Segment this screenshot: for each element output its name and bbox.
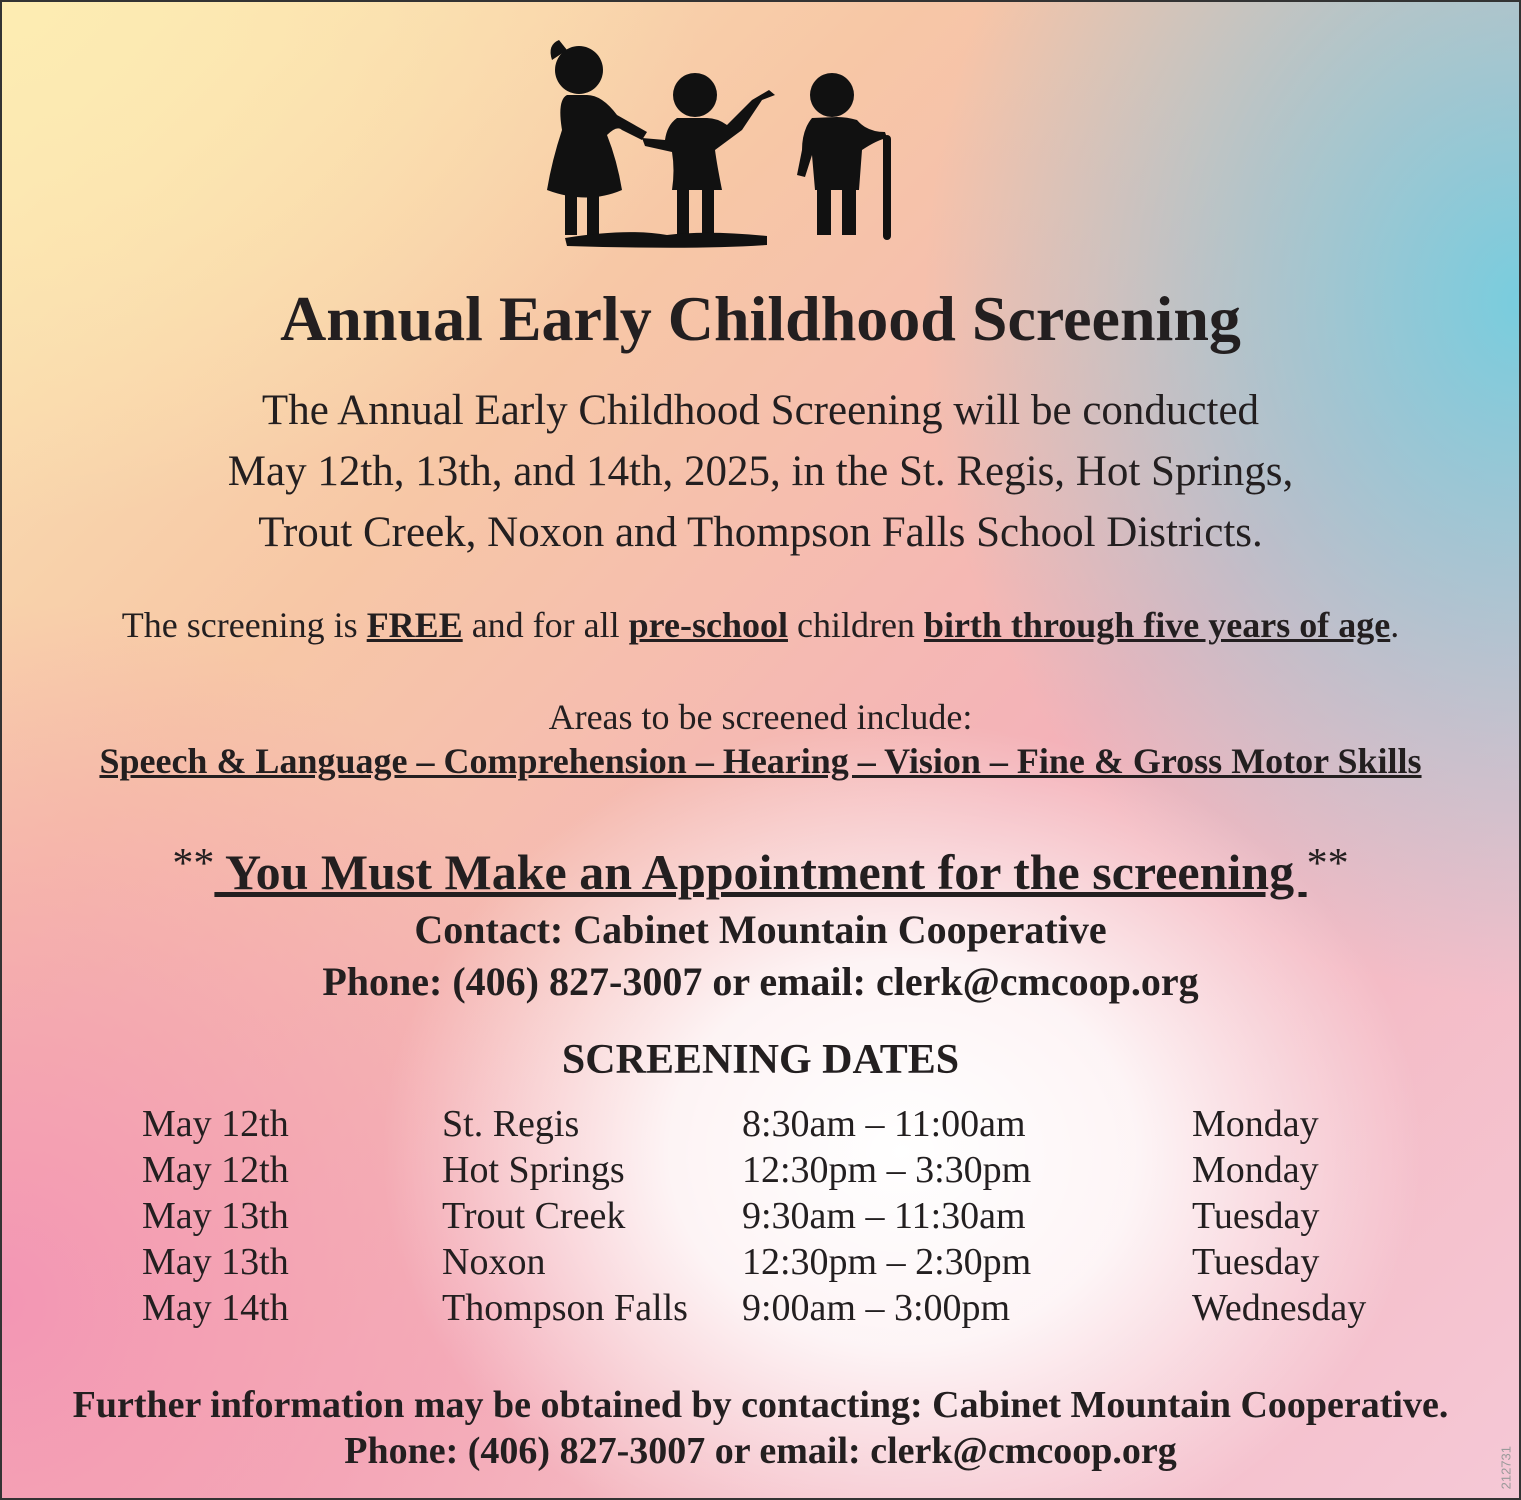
intro-line: The Annual Early Childhood Screening will be conducted	[261, 387, 1260, 434]
areas-list: Speech & Language – Comprehension – Hearing – Vision – Fine & Gross Motor Skills	[99, 741, 1422, 781]
location-cell: St. Regis	[442, 1103, 580, 1145]
text: The screening is	[121, 605, 367, 645]
day-cell: Monday	[1192, 1103, 1319, 1145]
time-cell: 9:00am – 3:00pm	[742, 1287, 1011, 1329]
day-cell: Tuesday	[1192, 1195, 1320, 1237]
contact-org: Contact: Cabinet Mountain Cooperative	[414, 907, 1107, 952]
location-cell: Noxon	[442, 1241, 546, 1283]
day-cell: Tuesday	[1192, 1241, 1320, 1283]
day-cell: Monday	[1192, 1149, 1319, 1191]
text: children	[787, 605, 924, 645]
text: and for all	[462, 605, 629, 645]
location-cell: Trout Creek	[442, 1195, 626, 1237]
areas-heading: Areas to be screened include:	[548, 697, 973, 737]
location-cell: Thompson Falls	[442, 1287, 688, 1329]
date-cell: May 14th	[142, 1287, 289, 1329]
date-cell: May 12th	[142, 1103, 289, 1145]
text: .	[1390, 605, 1400, 645]
free-emphasis: FREE	[366, 605, 463, 645]
intro-line: May 12th, 13th, and 14th, 2025, in the St. Regis, Hot Springs,	[227, 448, 1294, 495]
further-info	[2, 1382, 1519, 1474]
contact-phone-email: Phone: (406) 827-3007 or email: clerk@cmcoop.org	[322, 959, 1199, 1004]
appointment-text: You Must Make an Appointment for the screening	[214, 844, 1307, 900]
intro-paragraph	[2, 380, 1519, 563]
children-silhouette-icon	[547, 40, 907, 255]
day-cell: Wednesday	[1192, 1287, 1367, 1329]
intro-line: Trout Creek, Noxon and Thompson Falls School Districts.	[258, 509, 1263, 556]
page-title: Annual Early Childhood Screening	[280, 283, 1241, 354]
ages-emphasis: birth through five years of age	[923, 605, 1391, 645]
date-cell: May 13th	[142, 1195, 289, 1237]
further-line: Further information may be obtained by contacting: Cabinet Mountain Cooperative.	[72, 1384, 1449, 1426]
asterisks: **	[1306, 841, 1349, 887]
asterisks: **	[172, 841, 215, 887]
time-cell: 12:30pm – 2:30pm	[742, 1241, 1032, 1283]
further-line: Phone: (406) 827-3007 or email: clerk@cmcoop.org	[344, 1430, 1177, 1472]
location-cell: Hot Springs	[442, 1149, 625, 1191]
time-cell: 9:30am – 11:30am	[742, 1195, 1026, 1237]
date-cell: May 12th	[142, 1149, 289, 1191]
time-cell: 8:30am – 11:00am	[742, 1103, 1026, 1145]
time-cell: 12:30pm – 3:30pm	[742, 1149, 1032, 1191]
preschool-emphasis: pre-school	[628, 605, 788, 645]
appointment-notice	[2, 840, 1519, 901]
schedule-heading: SCREENING DATES	[561, 1037, 960, 1083]
date-cell: May 13th	[142, 1241, 289, 1283]
ad-number: 212731	[1498, 1446, 1513, 1490]
contact-block	[2, 904, 1519, 1008]
eligibility-line	[2, 604, 1519, 646]
